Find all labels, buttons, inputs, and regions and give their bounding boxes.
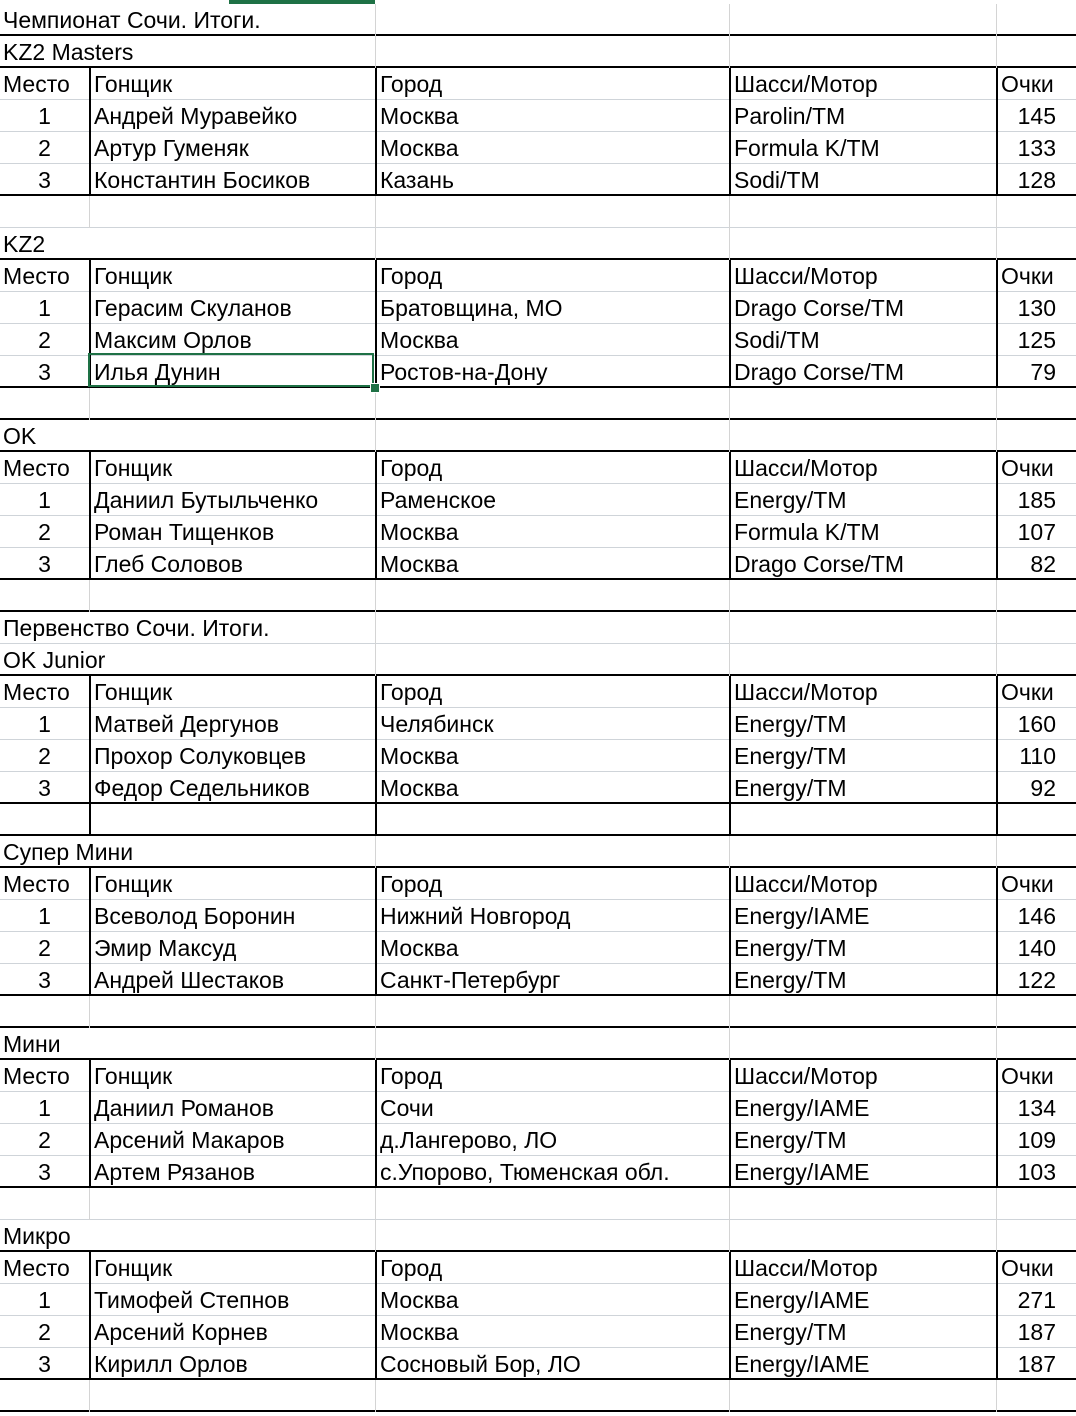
header-driver-cell[interactable]: Гонщик [89,676,375,708]
driver-cell[interactable]: Глеб Соловов [89,548,375,580]
section-title-row [0,836,1076,868]
chassis-engine-cell[interactable]: Drago Corse/TM [729,356,996,388]
header-city-cell[interactable]: Город [375,68,729,100]
header-chassis-engine-cell[interactable]: Шасси/Мотор [729,1252,996,1284]
chassis-engine-cell[interactable]: Energy/IAME [729,1092,996,1124]
empty-cell[interactable] [729,1028,996,1060]
empty-cell[interactable] [0,1188,89,1220]
city-cell[interactable]: Москва [375,1284,729,1316]
section-title-row [0,1220,1076,1252]
header-chassis-engine-cell[interactable]: Шасси/Мотор [729,68,996,100]
header-chassis-engine-cell[interactable]: Шасси/Мотор [729,868,996,900]
empty-cell[interactable] [375,420,729,452]
empty-cell[interactable] [729,836,996,868]
table-row [0,708,1076,740]
table-row [0,484,1076,516]
points-cell[interactable]: 92 [996,772,1076,804]
chassis-engine-cell[interactable]: Energy/TM [729,964,996,996]
empty-cell[interactable] [996,1028,1076,1060]
header-city-cell[interactable]: Город [375,1060,729,1092]
empty-cell[interactable] [0,1380,89,1412]
driver-cell[interactable]: Артем Рязанов [89,1156,375,1188]
chassis-engine-cell[interactable]: Formula K/TM [729,132,996,164]
chassis-engine-cell[interactable]: Drago Corse/TM [729,548,996,580]
header-driver-cell[interactable]: Гонщик [89,260,375,292]
section-title-cell[interactable]: Супер Мини [3,839,134,865]
section-title-cell[interactable]: OK Junior [3,647,106,673]
driver-cell[interactable]: Андрей Шестаков [89,964,375,996]
driver-cell[interactable]: Герасим Скуланов [89,292,375,324]
chassis-engine-cell[interactable]: Parolin/TM [729,100,996,132]
section-title-row [0,36,1076,68]
empty-cell[interactable] [729,4,996,36]
empty-cell[interactable] [375,196,729,228]
points-cell[interactable]: 185 [996,484,1076,516]
blank-row [0,1380,1076,1412]
blank-row [0,1188,1076,1220]
empty-cell[interactable] [375,1220,729,1252]
empty-cell[interactable] [996,580,1076,612]
city-cell[interactable]: Санкт-Петербург [375,964,729,996]
table-row [0,516,1076,548]
points-cell[interactable]: 109 [996,1124,1076,1156]
empty-cell[interactable] [729,36,996,68]
table-row [0,1156,1076,1188]
empty-cell[interactable] [996,996,1076,1028]
place-cell[interactable]: 1 [38,487,51,513]
header-points-cell[interactable]: Очки [996,1252,1076,1284]
header-driver-cell[interactable]: Гонщик [89,1252,375,1284]
header-points-cell[interactable]: Очки [996,452,1076,484]
place-cell[interactable]: 3 [38,167,51,193]
empty-cell[interactable] [729,388,996,420]
empty-cell[interactable] [375,228,729,260]
points-cell[interactable]: 133 [996,132,1076,164]
table-row [0,1124,1076,1156]
empty-cell[interactable] [375,1188,729,1220]
city-cell[interactable]: Москва [375,100,729,132]
empty-cell[interactable] [996,420,1076,452]
city-cell[interactable]: Москва [375,1316,729,1348]
empty-cell[interactable] [996,804,1076,836]
city-cell[interactable]: Казань [375,164,729,196]
empty-cell[interactable] [89,804,375,836]
section-title-row [0,4,1076,36]
table-row [0,964,1076,996]
chassis-engine-cell[interactable]: Energy/TM [729,772,996,804]
place-cell[interactable]: 2 [38,935,51,961]
section-title-cell[interactable]: Микро [3,1223,71,1249]
place-cell[interactable]: 1 [38,903,51,929]
driver-cell[interactable]: Всеволод Боронин [89,900,375,932]
chassis-engine-cell[interactable]: Energy/IAME [729,1156,996,1188]
table-row [0,292,1076,324]
points-cell[interactable]: 140 [996,932,1076,964]
table-header-row [0,1060,1076,1092]
empty-cell[interactable] [375,1028,729,1060]
empty-cell[interactable] [729,644,996,676]
chassis-engine-cell[interactable]: Energy/IAME [729,1284,996,1316]
empty-cell[interactable] [375,836,729,868]
table-header-row [0,260,1076,292]
empty-cell[interactable] [996,228,1076,260]
city-cell[interactable]: Нижний Новгород [375,900,729,932]
points-cell[interactable]: 110 [996,740,1076,772]
chassis-engine-cell[interactable]: Formula K/TM [729,516,996,548]
empty-cell[interactable] [375,804,729,836]
empty-cell[interactable] [996,1220,1076,1252]
city-cell[interactable]: д.Лангерово, ЛО [375,1124,729,1156]
driver-cell[interactable]: Кирилл Орлов [89,1348,375,1380]
table-row [0,324,1076,356]
empty-cell[interactable] [89,580,375,612]
table-row [0,932,1076,964]
empty-cell[interactable] [375,580,729,612]
empty-cell[interactable] [996,612,1076,644]
blank-row [0,996,1076,1028]
chassis-engine-cell[interactable]: Energy/IAME [729,1348,996,1380]
section-title-row [0,612,1076,644]
empty-cell[interactable] [729,1188,996,1220]
header-city-cell[interactable]: Город [375,868,729,900]
section-title-cell[interactable]: OK [3,423,37,449]
empty-cell[interactable] [89,1188,375,1220]
driver-cell[interactable]: Роман Тищенков [89,516,375,548]
header-chassis-engine-cell[interactable]: Шасси/Мотор [729,1060,996,1092]
table-row [0,772,1076,804]
blank-row [0,804,1076,836]
table-row [0,164,1076,196]
empty-cell[interactable] [89,388,375,420]
header-points-cell[interactable]: Очки [996,868,1076,900]
section-title-cell[interactable]: Чемпионат Сочи. Итоги. [3,7,261,33]
table-row [0,1316,1076,1348]
header-points-cell[interactable]: Очки [996,676,1076,708]
place-cell[interactable]: 2 [38,135,51,161]
header-chassis-engine-cell[interactable]: Шасси/Мотор [729,260,996,292]
empty-cell[interactable] [729,1380,996,1412]
table-header-row [0,676,1076,708]
header-points-cell[interactable]: Очки [996,1060,1076,1092]
empty-cell[interactable] [0,196,89,228]
place-cell[interactable]: 3 [38,359,51,385]
chassis-engine-cell[interactable]: Energy/TM [729,740,996,772]
header-chassis-engine-cell[interactable]: Шасси/Мотор [729,452,996,484]
place-cell[interactable]: 2 [38,519,51,545]
header-place-cell[interactable]: Место [3,1255,70,1281]
empty-cell[interactable] [375,36,729,68]
empty-cell[interactable] [996,388,1076,420]
place-cell[interactable]: 2 [38,327,51,353]
driver-cell[interactable]: Матвей Дергунов [89,708,375,740]
place-cell[interactable]: 2 [38,743,51,769]
header-city-cell[interactable]: Город [375,260,729,292]
city-cell[interactable]: Раменское [375,484,729,516]
empty-cell[interactable] [729,420,996,452]
table-row [0,1348,1076,1380]
driver-cell[interactable]: Прохор Солуковцев [89,740,375,772]
points-cell[interactable]: 125 [996,324,1076,356]
empty-cell[interactable] [729,804,996,836]
points-cell[interactable]: 145 [996,100,1076,132]
empty-cell[interactable] [729,996,996,1028]
city-cell[interactable]: Сосновый Бор, ЛО [375,1348,729,1380]
city-cell[interactable]: Сочи [375,1092,729,1124]
empty-cell[interactable] [996,196,1076,228]
empty-cell[interactable] [375,4,729,36]
city-cell[interactable]: Москва [375,132,729,164]
empty-cell[interactable] [729,196,996,228]
place-cell[interactable]: 1 [38,711,51,737]
header-place-cell[interactable]: Место [3,263,70,289]
driver-cell[interactable]: Арсений Корнев [89,1316,375,1348]
header-points-cell[interactable]: Очки [996,260,1076,292]
blank-row [0,580,1076,612]
points-cell[interactable]: 122 [996,964,1076,996]
points-cell[interactable]: 128 [996,164,1076,196]
points-cell[interactable]: 130 [996,292,1076,324]
empty-cell[interactable] [89,996,375,1028]
header-driver-cell[interactable]: Гонщик [89,68,375,100]
driver-cell[interactable]: Андрей Муравейко [89,100,375,132]
points-cell[interactable]: 82 [996,548,1076,580]
points-cell[interactable]: 146 [996,900,1076,932]
place-cell[interactable]: 3 [38,775,51,801]
city-cell[interactable]: Москва [375,740,729,772]
driver-cell[interactable]: Максим Орлов [89,324,375,356]
table-row [0,132,1076,164]
section-title-cell[interactable]: KZ2 [3,231,46,257]
place-cell[interactable]: 1 [38,295,51,321]
empty-cell[interactable] [89,196,375,228]
section-title-row [0,644,1076,676]
driver-cell[interactable]: Константин Босиков [89,164,375,196]
city-cell[interactable]: Братовщина, МО [375,292,729,324]
city-cell[interactable]: Москва [375,516,729,548]
header-driver-cell[interactable]: Гонщик [89,1060,375,1092]
place-cell[interactable]: 1 [38,1287,51,1313]
driver-cell[interactable]: Федор Седельников [89,772,375,804]
city-cell[interactable]: Ростов-на-Дону [375,356,729,388]
blank-row [0,196,1076,228]
empty-cell[interactable] [0,388,89,420]
city-cell[interactable]: Москва [375,324,729,356]
city-cell[interactable]: Москва [375,548,729,580]
section-title-row [0,420,1076,452]
city-cell[interactable]: с.Упорово, Тюменская обл. [375,1156,729,1188]
empty-cell[interactable] [375,1380,729,1412]
table-header-row [0,868,1076,900]
empty-cell[interactable] [729,580,996,612]
table-header-row [0,1252,1076,1284]
table-header-row [0,68,1076,100]
empty-cell[interactable] [375,644,729,676]
points-cell[interactable]: 107 [996,516,1076,548]
points-cell[interactable]: 187 [996,1348,1076,1380]
header-chassis-engine-cell[interactable]: Шасси/Мотор [729,676,996,708]
chassis-engine-cell[interactable]: Energy/TM [729,484,996,516]
city-cell[interactable]: Москва [375,772,729,804]
chassis-engine-cell[interactable]: Sodi/TM [729,324,996,356]
section-title-cell[interactable]: Мини [3,1031,61,1057]
section-title-cell[interactable]: Первенство Сочи. Итоги. [3,615,270,641]
header-points-cell[interactable]: Очки [996,68,1076,100]
points-cell[interactable]: 160 [996,708,1076,740]
empty-cell[interactable] [0,580,89,612]
driver-cell[interactable]: Эмир Максуд [89,932,375,964]
chassis-engine-cell[interactable]: Energy/TM [729,708,996,740]
place-cell[interactable]: 1 [38,103,51,129]
chassis-engine-cell[interactable]: Sodi/TM [729,164,996,196]
place-cell[interactable]: 3 [38,551,51,577]
place-cell[interactable]: 1 [38,1095,51,1121]
place-cell[interactable]: 3 [38,1159,51,1185]
driver-cell[interactable]: Тимофей Степнов [89,1284,375,1316]
points-cell[interactable]: 103 [996,1156,1076,1188]
header-driver-cell[interactable]: Гонщик [89,452,375,484]
blank-row [0,388,1076,420]
header-place-cell[interactable]: Место [3,871,70,897]
driver-cell[interactable]: Илья Дунин [89,356,375,388]
header-place-cell[interactable]: Место [3,71,70,97]
empty-cell[interactable] [375,388,729,420]
table-row [0,900,1076,932]
driver-cell[interactable]: Арсений Макаров [89,1124,375,1156]
chassis-engine-cell[interactable]: Drago Corse/TM [729,292,996,324]
empty-cell[interactable] [375,996,729,1028]
driver-cell[interactable]: Артур Гуменяк [89,132,375,164]
empty-cell[interactable] [996,836,1076,868]
section-title-row [0,1028,1076,1060]
table-row [0,1284,1076,1316]
points-cell[interactable]: 134 [996,1092,1076,1124]
points-cell[interactable]: 271 [996,1284,1076,1316]
empty-cell[interactable] [729,1220,996,1252]
chassis-engine-cell[interactable]: Energy/TM [729,1316,996,1348]
empty-cell[interactable] [729,612,996,644]
empty-cell[interactable] [729,228,996,260]
place-cell[interactable]: 3 [38,967,51,993]
empty-cell[interactable] [0,804,89,836]
empty-cell[interactable] [996,4,1076,36]
empty-cell[interactable] [996,1188,1076,1220]
driver-cell[interactable]: Даниил Бутыльченко [89,484,375,516]
chassis-engine-cell[interactable]: Energy/TM [729,932,996,964]
header-city-cell[interactable]: Город [375,676,729,708]
points-cell[interactable]: 187 [996,1316,1076,1348]
empty-cell[interactable] [89,1380,375,1412]
header-city-cell[interactable]: Город [375,1252,729,1284]
table-row [0,100,1076,132]
city-cell[interactable]: Челябинск [375,708,729,740]
table-row [0,1092,1076,1124]
header-place-cell[interactable]: Место [3,455,70,481]
chassis-engine-cell[interactable]: Energy/IAME [729,900,996,932]
points-cell[interactable]: 79 [996,356,1076,388]
header-place-cell[interactable]: Место [3,1063,70,1089]
header-city-cell[interactable]: Город [375,452,729,484]
table-header-row [0,452,1076,484]
chassis-engine-cell[interactable]: Energy/TM [729,1124,996,1156]
empty-cell[interactable] [996,644,1076,676]
place-cell[interactable]: 2 [38,1319,51,1345]
table-row [0,548,1076,580]
header-place-cell[interactable]: Место [3,679,70,705]
table-row [0,740,1076,772]
empty-cell[interactable] [996,1380,1076,1412]
section-title-row [0,228,1076,260]
city-cell[interactable]: Москва [375,932,729,964]
section-title-cell[interactable]: KZ2 Masters [3,39,134,65]
empty-cell[interactable] [0,996,89,1028]
table-row [0,356,1076,388]
place-cell[interactable]: 3 [38,1351,51,1377]
empty-cell[interactable] [375,612,729,644]
header-driver-cell[interactable]: Гонщик [89,868,375,900]
empty-cell[interactable] [996,36,1076,68]
driver-cell[interactable]: Даниил Романов [89,1092,375,1124]
place-cell[interactable]: 2 [38,1127,51,1153]
